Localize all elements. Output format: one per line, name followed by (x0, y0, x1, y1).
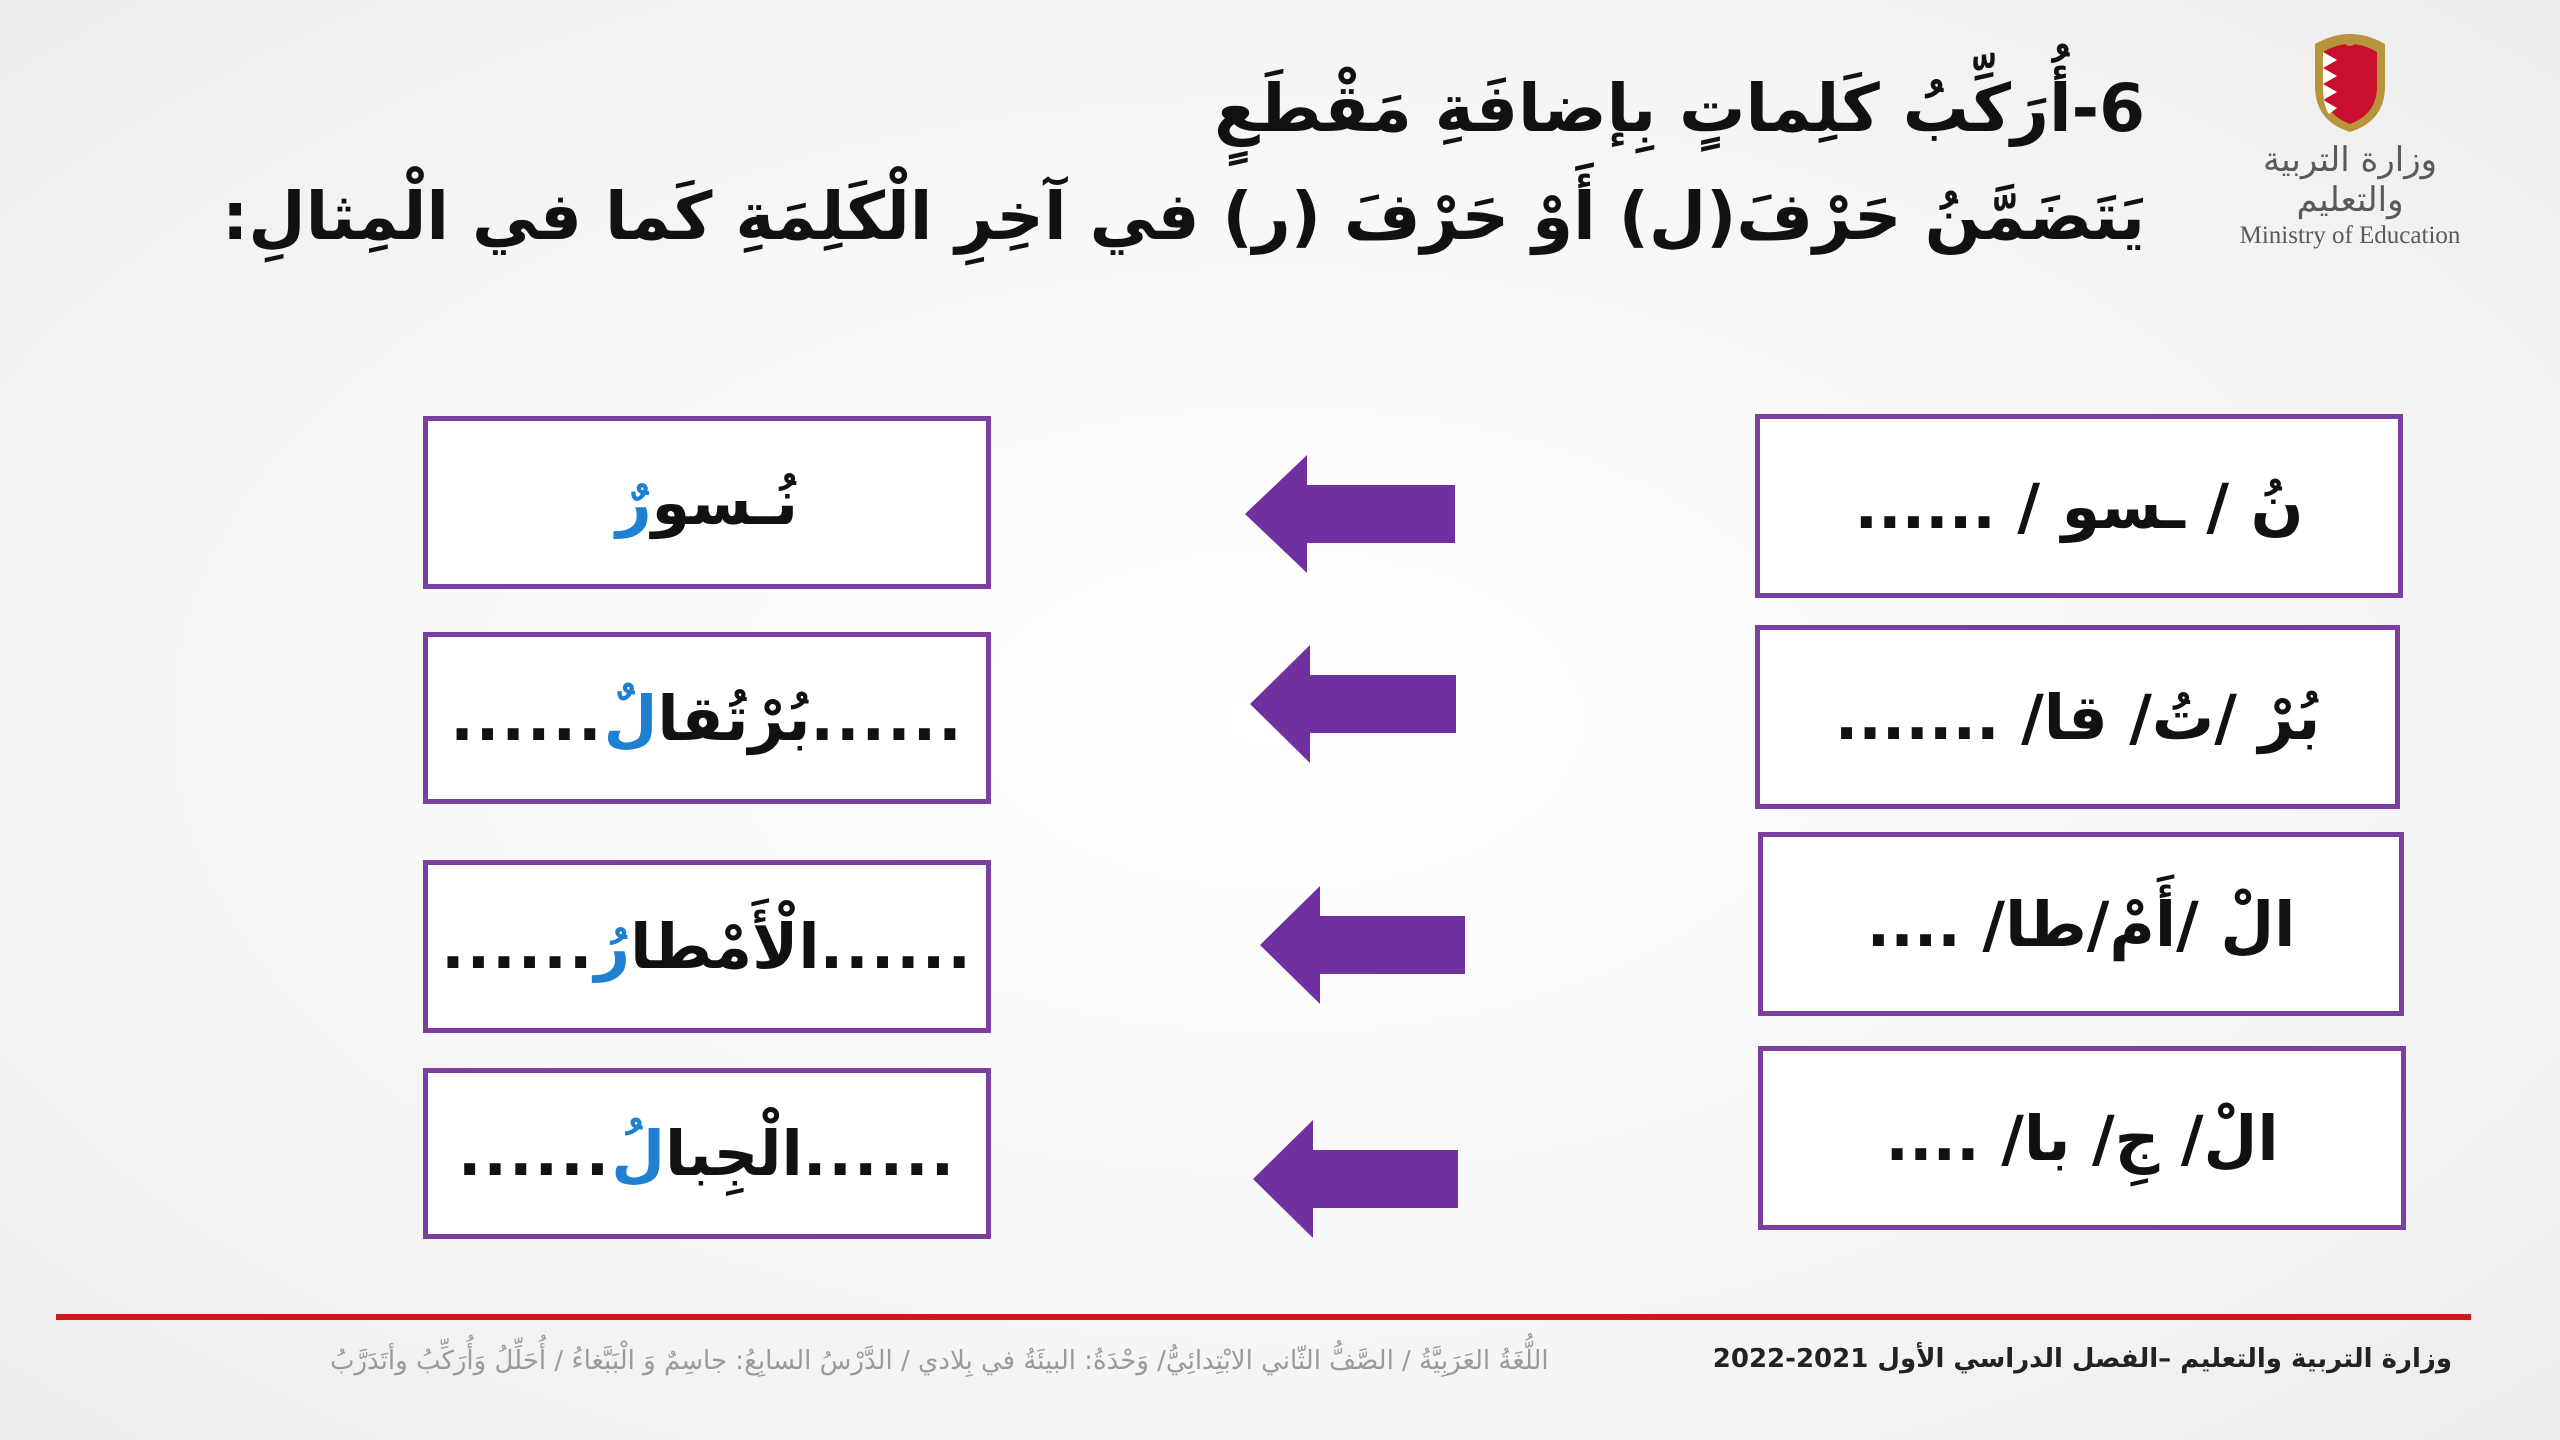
answer-added-letter: رٌ (615, 466, 652, 539)
source-text: الْ/ جِ/ با/ .... (1885, 1101, 2279, 1175)
answer-box-3 (423, 860, 991, 1033)
footer-divider (56, 1314, 2471, 1320)
crest-icon (2295, 26, 2405, 136)
answer-word: الْجِبا (665, 1117, 803, 1190)
answer-suffix-dots: ...... (441, 910, 595, 983)
arrow-left-icon (1260, 886, 1465, 1004)
source-box-3 (1758, 832, 2404, 1016)
footer-ministry-term: وزارة التربية والتعليم –الفصل الدراسي الأول 2021-2022 (1712, 1344, 2452, 1374)
source-text: نُ / ـسو / ...... (1854, 469, 2304, 543)
answer-added-letter: رُ (594, 910, 631, 983)
logo-english-text: Ministry of Education (2239, 222, 2461, 249)
source-text: بُرْ /تُ/ قا/ ....... (1834, 680, 2321, 754)
arrow-left-icon (1250, 645, 1456, 763)
arrow-left-icon (1245, 455, 1455, 573)
answer-suffix-dots: ...... (450, 681, 604, 755)
ministry-logo (2220, 26, 2480, 249)
answer-added-letter: لُ (611, 1117, 665, 1190)
answer-word: نُـسو (651, 466, 799, 539)
source-text: الْ /أَمْ/طا/ .... (1866, 887, 2296, 961)
answer-box-4 (423, 1068, 991, 1239)
answer-box-1 (423, 416, 991, 589)
footer-lesson-path: اللُّغَةُ العَرَبِيَّةُ / الصَّفُّ الثّاني الابْتِدائِيُّ/ وَحْدَةُ: البيئَةُ في بِلادي / الدَّرْسُ السابِعُ: جاسِمٌ وَ الْبَبَّغاءُ / أُحَلِّلُ وَأُرَكِّبُ وأتَدَرَّبُ (330, 1346, 1549, 1376)
arrow-left-icon (1253, 1120, 1458, 1238)
answer-added-letter: لٌ (603, 681, 658, 755)
answer-prefix-dots: ...... (810, 681, 964, 755)
answer-word: بُرْتُقا (657, 681, 811, 755)
logo-arabic-text: وزارة التربية والتعليم (2262, 140, 2438, 220)
source-box-2 (1755, 625, 2400, 809)
source-box-1 (1755, 414, 2403, 598)
title-line-2: يَتَضَمَّنُ حَرْفَ(ل) أَوْ حَرْفَ (ر) في آخِرِ الْكَلِمَةِ كَما في الْمِثالِ: (222, 178, 2145, 255)
answer-box-2 (423, 632, 991, 804)
answer-prefix-dots: ...... (819, 910, 973, 983)
exercise-title (222, 55, 2145, 271)
answer-prefix-dots: ...... (802, 1117, 957, 1190)
answer-suffix-dots: ...... (457, 1117, 612, 1190)
answer-word: الْأَمْطا (630, 910, 820, 983)
title-line-1: 6-أُرَكِّبُ كَلِماتٍ بِإضافَةِ مَقْطَعٍ (1214, 70, 2145, 147)
source-box-4 (1758, 1046, 2406, 1230)
